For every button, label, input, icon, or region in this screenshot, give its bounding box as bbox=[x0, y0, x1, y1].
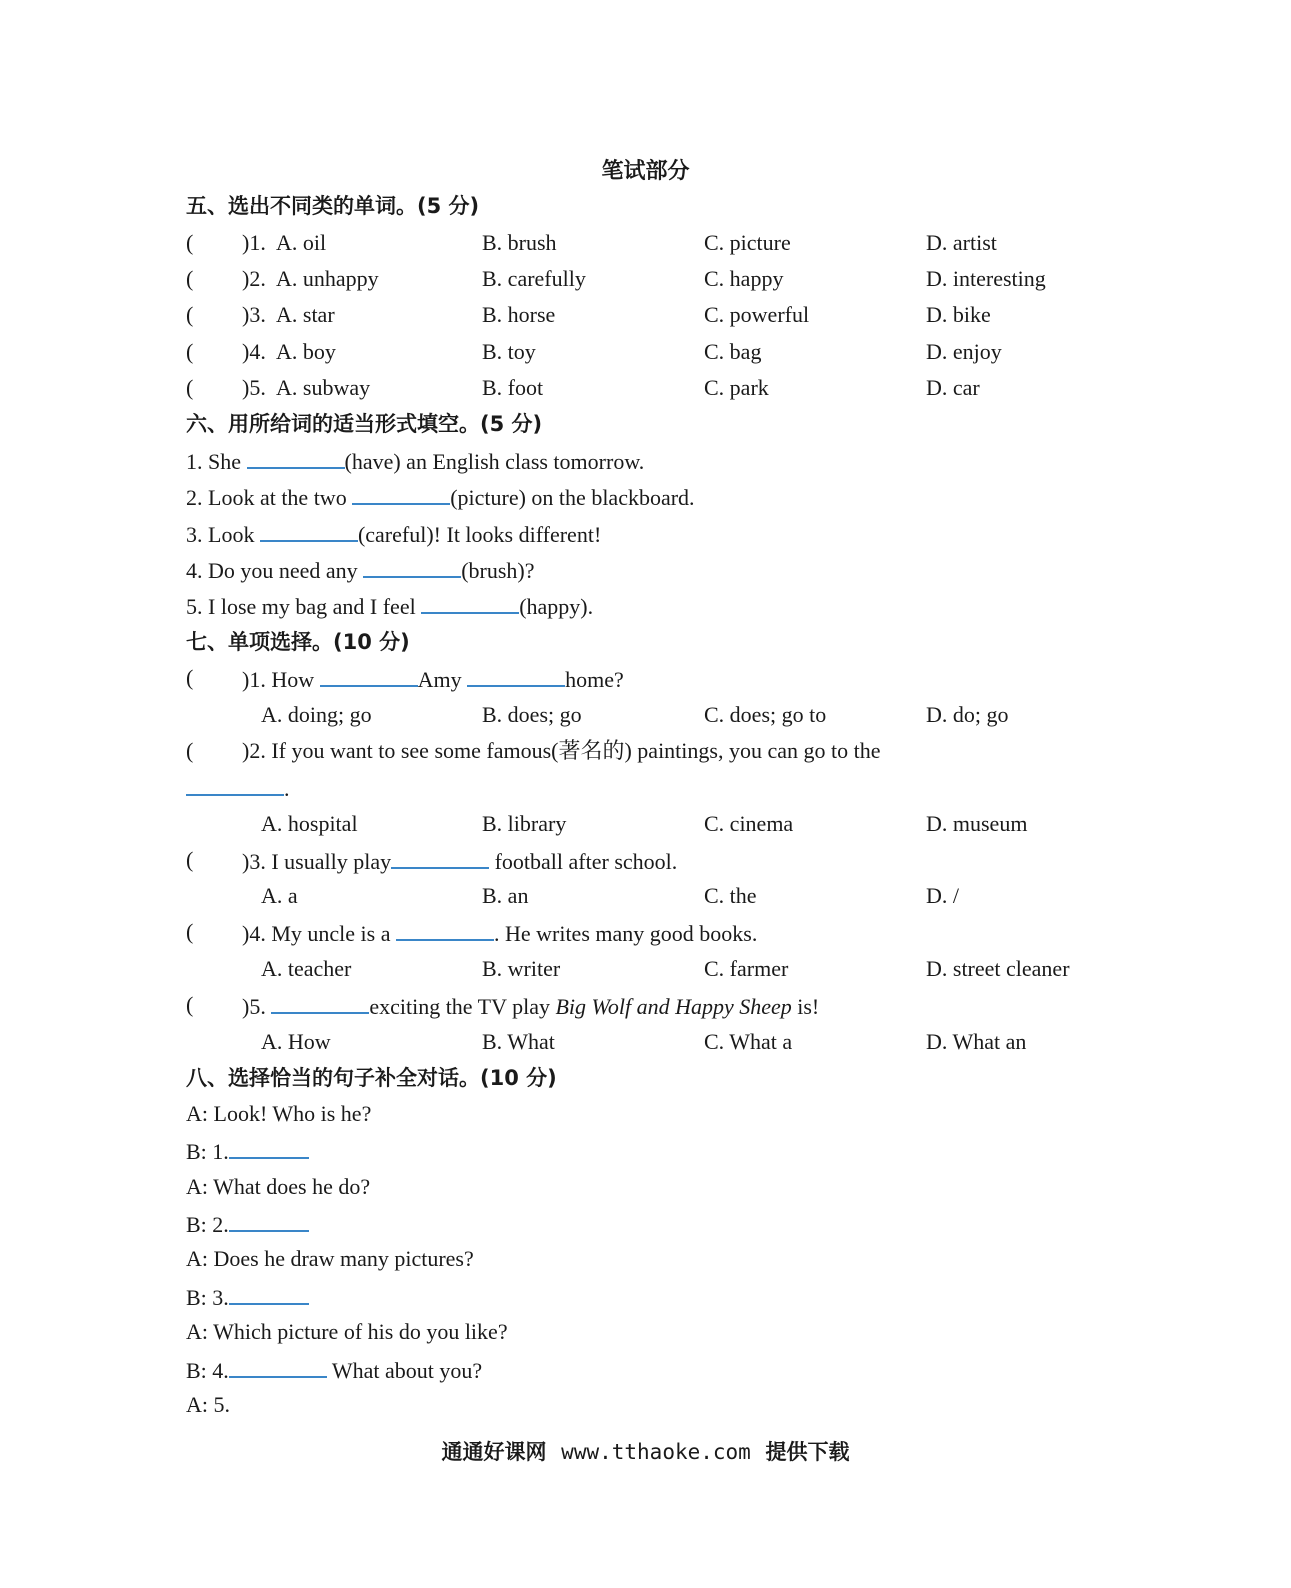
option-a: A. hospital bbox=[261, 811, 358, 836]
question-number: )1. bbox=[242, 230, 266, 255]
option-a: A. unhappy bbox=[276, 266, 379, 291]
option-a: A. boy bbox=[276, 339, 336, 364]
option-c: C. the bbox=[704, 883, 757, 908]
dialogue-text: A: Does he draw many pictures? bbox=[186, 1246, 474, 1271]
answer-blank bbox=[320, 663, 418, 687]
option-d: D. bike bbox=[926, 302, 991, 327]
option-a: A. How bbox=[261, 1029, 331, 1054]
question-text: 4. Do you need any bbox=[186, 558, 364, 583]
answer-blank bbox=[363, 554, 461, 578]
dialogue-line bbox=[186, 1099, 371, 1129]
option-c: C. does; go to bbox=[704, 702, 827, 727]
answer-blank bbox=[260, 518, 358, 542]
option-b: B. carefully bbox=[482, 266, 586, 291]
answer-blank bbox=[352, 481, 450, 505]
section-7-title: 七、单项选择。(10 分) bbox=[186, 630, 410, 654]
option-a: A. doing; go bbox=[261, 702, 372, 727]
option-b: B. library bbox=[482, 811, 567, 836]
option-d: D. enjoy bbox=[926, 339, 1002, 364]
option-b: B. does; go bbox=[482, 702, 582, 727]
footer bbox=[0, 1436, 1291, 1466]
dialogue-text: B: 1. bbox=[186, 1139, 229, 1164]
answer-blank bbox=[186, 772, 284, 796]
option-d: D. do; go bbox=[926, 702, 1009, 727]
dialogue-text: B: 2. bbox=[186, 1212, 229, 1237]
option-c: C. farmer bbox=[704, 956, 789, 981]
option-d: D. artist bbox=[926, 230, 997, 255]
option-b: B. writer bbox=[482, 956, 561, 981]
question-text: )4. My uncle is a bbox=[242, 921, 396, 946]
question-text: is! bbox=[791, 994, 820, 1019]
answer-paren: ( bbox=[186, 230, 194, 255]
question-text: )1. How bbox=[242, 667, 320, 692]
question-number: )5. bbox=[242, 375, 266, 400]
question-text: (picture) on the blackboard. bbox=[450, 485, 695, 510]
question-text: home? bbox=[565, 667, 624, 692]
question-text: exciting the TV play bbox=[369, 994, 556, 1019]
dialogue-text: A: What does he do? bbox=[186, 1174, 371, 1199]
option-a: A. star bbox=[276, 302, 335, 327]
dialogue-text: B: 3. bbox=[186, 1285, 229, 1310]
footer-url[interactable]: www.tthaoke.com bbox=[561, 1440, 751, 1464]
answer-paren: ( bbox=[186, 665, 194, 690]
question-text: . He writes many good books. bbox=[493, 921, 758, 946]
answer-paren: ( bbox=[186, 738, 194, 763]
option-d: D. car bbox=[926, 375, 980, 400]
question-text: )3. I usually play bbox=[242, 849, 392, 874]
question-text: )2. If you want to see some famous(著名的) paintings, you can go to the bbox=[242, 738, 881, 763]
dialogue-text: A: Which picture of his do you like? bbox=[186, 1319, 508, 1344]
answer-paren: ( bbox=[186, 339, 194, 364]
sec6-question-2 bbox=[186, 481, 695, 511]
option-a: A. a bbox=[261, 883, 298, 908]
question-text: football after school. bbox=[489, 849, 678, 874]
sec7-question-2-continued bbox=[186, 772, 290, 802]
dialogue-line bbox=[186, 1317, 508, 1347]
answer-paren: ( bbox=[186, 302, 194, 327]
option-d: D. interesting bbox=[926, 266, 1046, 291]
option-b: B. brush bbox=[482, 230, 557, 255]
sec6-question-4 bbox=[186, 554, 535, 584]
answer-blank bbox=[391, 845, 489, 869]
option-b: B. toy bbox=[482, 339, 536, 364]
question-stem bbox=[242, 663, 624, 695]
option-d: D. / bbox=[926, 883, 959, 908]
answer-paren: ( bbox=[186, 375, 194, 400]
answer-blank bbox=[229, 1354, 327, 1378]
answer-blank bbox=[396, 917, 494, 941]
dialogue-line bbox=[186, 1172, 370, 1202]
answer-blank bbox=[229, 1281, 309, 1305]
dialogue-line bbox=[186, 1208, 309, 1238]
question-text: 2. Look at the two bbox=[186, 485, 353, 510]
dialogue-text: What about you? bbox=[326, 1358, 483, 1383]
question-stem bbox=[242, 845, 677, 877]
dialogue-text: A: 5. bbox=[186, 1392, 230, 1417]
page-title: 笔试部分 bbox=[601, 159, 690, 184]
section-5-title: 五、选出不同类的单词。(5 分) bbox=[186, 194, 480, 218]
answer-paren: ( bbox=[186, 847, 194, 872]
option-d: D. street cleaner bbox=[926, 956, 1070, 981]
dialogue-line bbox=[186, 1244, 474, 1274]
question-text: (careful)! It looks different! bbox=[357, 522, 602, 547]
sec6-question-5 bbox=[186, 590, 593, 620]
question-text: 5. I lose my bag and I feel bbox=[186, 594, 422, 619]
footer-site-name: 通通好课网 bbox=[441, 1440, 547, 1464]
section-6-title: 六、用所给词的适当形式填空。(5 分) bbox=[186, 412, 543, 436]
question-number: )2. bbox=[242, 266, 266, 291]
dialogue-line bbox=[186, 1135, 309, 1165]
question-text: Amy bbox=[417, 667, 468, 692]
option-b: B. horse bbox=[482, 302, 556, 327]
question-number: )3. bbox=[242, 302, 266, 327]
option-d: D. What an bbox=[926, 1029, 1027, 1054]
option-c: C. happy bbox=[704, 266, 784, 291]
question-text: . bbox=[284, 776, 290, 801]
option-c: C. powerful bbox=[704, 302, 810, 327]
answer-blank bbox=[467, 663, 565, 687]
question-text: 1. She bbox=[186, 449, 247, 474]
option-b: B. What bbox=[482, 1029, 555, 1054]
answer-blank bbox=[421, 590, 519, 614]
question-text: (brush)? bbox=[461, 558, 535, 583]
answer-blank bbox=[247, 445, 345, 469]
dialogue-line bbox=[186, 1390, 230, 1420]
question-stem bbox=[242, 990, 819, 1022]
answer-paren: ( bbox=[186, 919, 194, 944]
answer-paren: ( bbox=[186, 266, 194, 291]
sec6-question-3 bbox=[186, 518, 601, 548]
question-number: )4. bbox=[242, 339, 266, 364]
sec6-question-1 bbox=[186, 445, 644, 475]
dialogue-text: A: Look! Who is he? bbox=[186, 1101, 372, 1126]
question-text: 3. Look bbox=[186, 522, 260, 547]
answer-blank bbox=[229, 1208, 309, 1232]
question-text: )5. bbox=[242, 994, 272, 1019]
option-a: A. oil bbox=[276, 230, 327, 255]
option-a: A. teacher bbox=[261, 956, 352, 981]
answer-blank bbox=[229, 1135, 309, 1159]
answer-blank bbox=[271, 990, 369, 1014]
dialogue-text: B: 4. bbox=[186, 1358, 229, 1383]
footer-download-text: 提供下载 bbox=[765, 1440, 850, 1464]
option-c: C. bag bbox=[704, 339, 762, 364]
option-a: A. subway bbox=[276, 375, 371, 400]
answer-paren: ( bbox=[186, 992, 194, 1017]
option-d: D. museum bbox=[926, 811, 1028, 836]
option-c: C. cinema bbox=[704, 811, 794, 836]
option-c: C. picture bbox=[704, 230, 791, 255]
question-text: (happy). bbox=[519, 594, 594, 619]
play-title: Big Wolf and Happy Sheep bbox=[555, 994, 792, 1019]
dialogue-line bbox=[186, 1354, 482, 1384]
question-text: (have) an English class tomorrow. bbox=[344, 449, 645, 474]
option-c: C. What a bbox=[704, 1029, 793, 1054]
option-b: B. an bbox=[482, 883, 529, 908]
question-stem bbox=[242, 917, 757, 949]
option-c: C. park bbox=[704, 375, 769, 400]
section-8-title: 八、选择恰当的句子补全对话。(10 分) bbox=[186, 1066, 557, 1090]
option-b: B. foot bbox=[482, 375, 544, 400]
dialogue-line bbox=[186, 1281, 309, 1311]
